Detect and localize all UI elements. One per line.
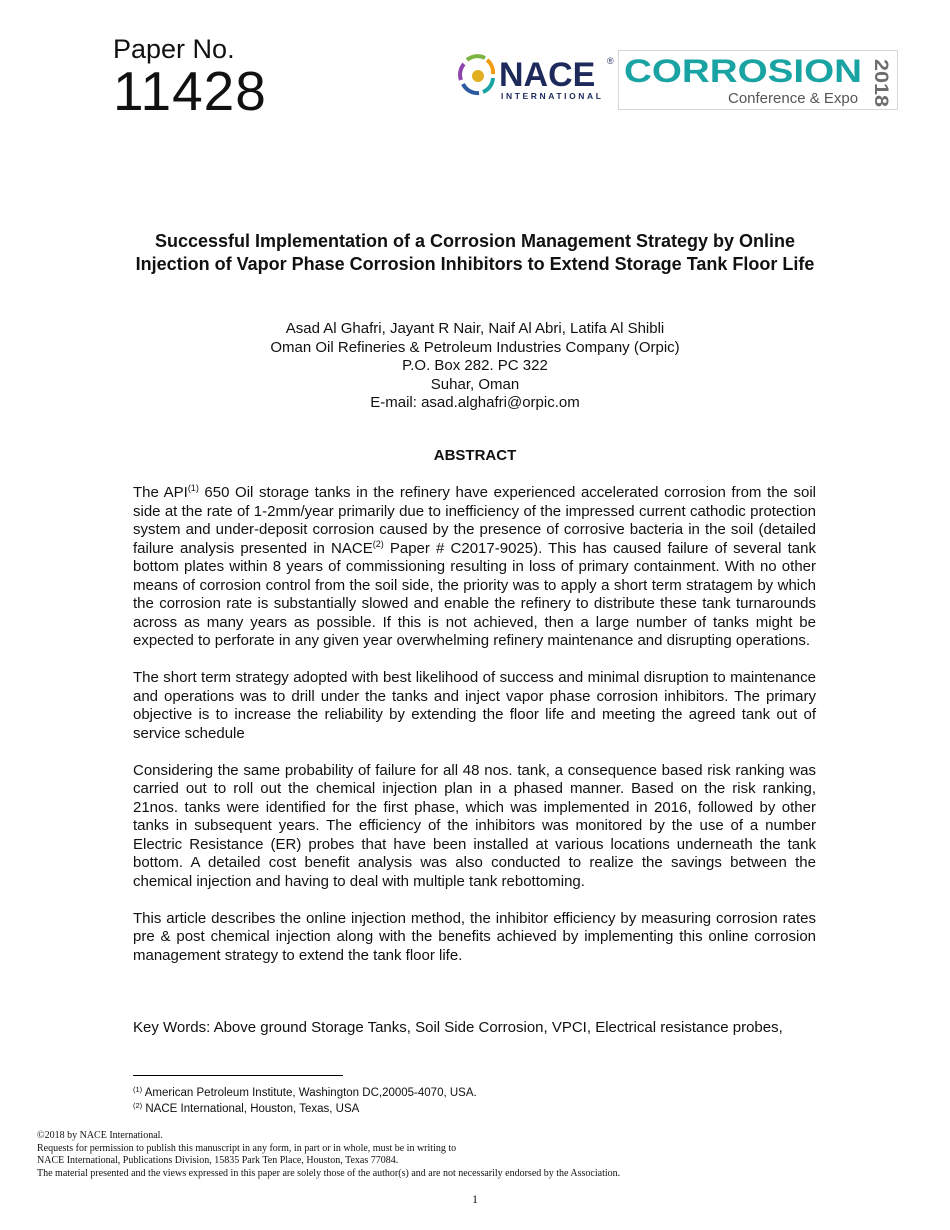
paper-label: Paper No. xyxy=(113,34,235,64)
footnote xyxy=(133,1085,477,1101)
footnote-text: NACE International, Houston, Texas, USA xyxy=(142,1103,360,1115)
nace-logo-sub: INTERNATIONAL xyxy=(501,91,604,101)
nace-logo-mark: ® xyxy=(607,56,614,66)
abstract-heading: ABSTRACT xyxy=(433,447,517,464)
keywords: Key Words: Above ground Storage Tanks, Soil Side Corrosion, VPCI, Electrical resistance probes, xyxy=(133,1019,783,1036)
copyright-line: NACE International, Publications Division, 15835 Park Ten Place, Houston, Texas 77084. xyxy=(37,1155,399,1166)
abstract-paragraph-2: The short term strategy adopted with best likelihood of success and minimal disruption to maintenance and operations was to drill under the tanks and inject vapor phase corrosion inhibitors. The primary objective is to increase the reliability by extending the floor life and meeting the agreed tank out of service schedule xyxy=(133,669,816,742)
abstract-p1-text-c: Paper # C2017-9025). This has caused failure of several tank bottom plates within 8 years of commissioning resulting in loss of primary containment. With no other means of corrosion control from the soil side, the priority was to apply a short term stratagem by which the corrosion rate is substantially slowed and enable the refinery to distribute these tank turnarounds across as many years as possible. If this is not achieved, then a large number of tanks might be expected to perforate in any given year overwhelming refinery maintenance and disrupting operations. xyxy=(133,539,816,649)
abstract-p1-text-b: 650 Oil storage tanks in the refinery have experienced accelerated corrosion from the soil side at the rate of 1-2mm/year primarily due to inefficiency of the impressed current cathodic protection system and under-deposit corrosion caused by the presence of corrosive bacteria in the soil (detailed failure analysis presented in NACE xyxy=(133,484,816,557)
footnote-mark: (1) xyxy=(133,1085,143,1094)
footnote-mark: (2) xyxy=(133,1101,143,1110)
corrosion-logo xyxy=(618,50,898,110)
author-affiliation: Oman Oil Refineries & Petroleum Industries Company (Orpic) xyxy=(270,338,680,356)
copyright-line: Requests for permission to publish this manuscript in any form, in part or in whole, must be in writing to xyxy=(37,1142,457,1154)
paper-title: Successful Implementation of a Corrosion Management Strategy by Online Injection of Vapor Phase Corrosion Inhibitors to Extend Storage Tank Floor Life xyxy=(135,231,815,274)
abstract-paragraph-3: Considering the same probability of failure for all 48 nos. tank, a consequence based risk ranking was carried out to roll out the chemical injection plan in a phased manner. Based on the risk ranking, 21nos. tanks were identified for the first phase, which was implemented in 2016, followed by other tanks in subsequent years. The efficiency of the inhibitors was monitored by the use of a number Electric Resistance (ER) probes that have been installed at various locations underneath the tank bottom. A detailed cost benefit analysis was also conducted to realize the savings between the chemical injection and having to deal with multiple tank rebottoming. xyxy=(133,761,816,890)
author-address: P.O. Box 282. PC 322 xyxy=(402,357,548,374)
abstract-body xyxy=(133,484,816,984)
footnote-ref-2: (2) xyxy=(372,538,384,549)
corrosion-logo-tagline: Conference & Expo xyxy=(728,90,859,107)
abstract-paragraph-4: This article describes the online injection method, the inhibitor efficiency by measuring corrosion rates pre & post chemical injection along with the benefits achieved by implementing this online corrosion management strategy to extend the tank floor life. xyxy=(133,909,816,964)
corrosion-logo-year: 2018 xyxy=(870,59,891,102)
page-number: 1 xyxy=(472,1192,478,1206)
copyright-notice xyxy=(37,1130,917,1180)
footnote-divider xyxy=(133,1075,343,1076)
abstract-paragraph-1 xyxy=(133,484,816,651)
author-email: E-mail: asad.alghafri@orpic.om xyxy=(370,394,580,411)
nace-logo-text: NACE xyxy=(499,56,596,94)
copyright-line: ©2018 by NACE International. xyxy=(37,1130,163,1141)
nace-globe-icon xyxy=(460,56,493,93)
corrosion-logo-word: CORROSION xyxy=(624,53,862,89)
footnotes xyxy=(133,1085,477,1117)
footnote-text: American Petroleum Institute, Washington DC,20005-4070, USA. xyxy=(142,1087,477,1099)
footnote xyxy=(133,1101,477,1117)
abstract-p1-text-a: The API xyxy=(133,484,188,501)
author-block xyxy=(120,320,830,413)
paper-number: 11428 xyxy=(113,60,267,122)
nace-logo xyxy=(453,52,618,104)
footnote-ref-1: (1) xyxy=(187,483,199,493)
author-city: Suhar, Oman xyxy=(430,375,520,393)
author-names: Asad Al Ghafri, Jayant R Nair, Naif Al Abri, Latifa Al Shibli xyxy=(285,320,665,337)
copyright-line: The material presented and the views expressed in this paper are solely those of the author(s) and are not necessarily endorsed by the Association. xyxy=(37,1167,621,1179)
